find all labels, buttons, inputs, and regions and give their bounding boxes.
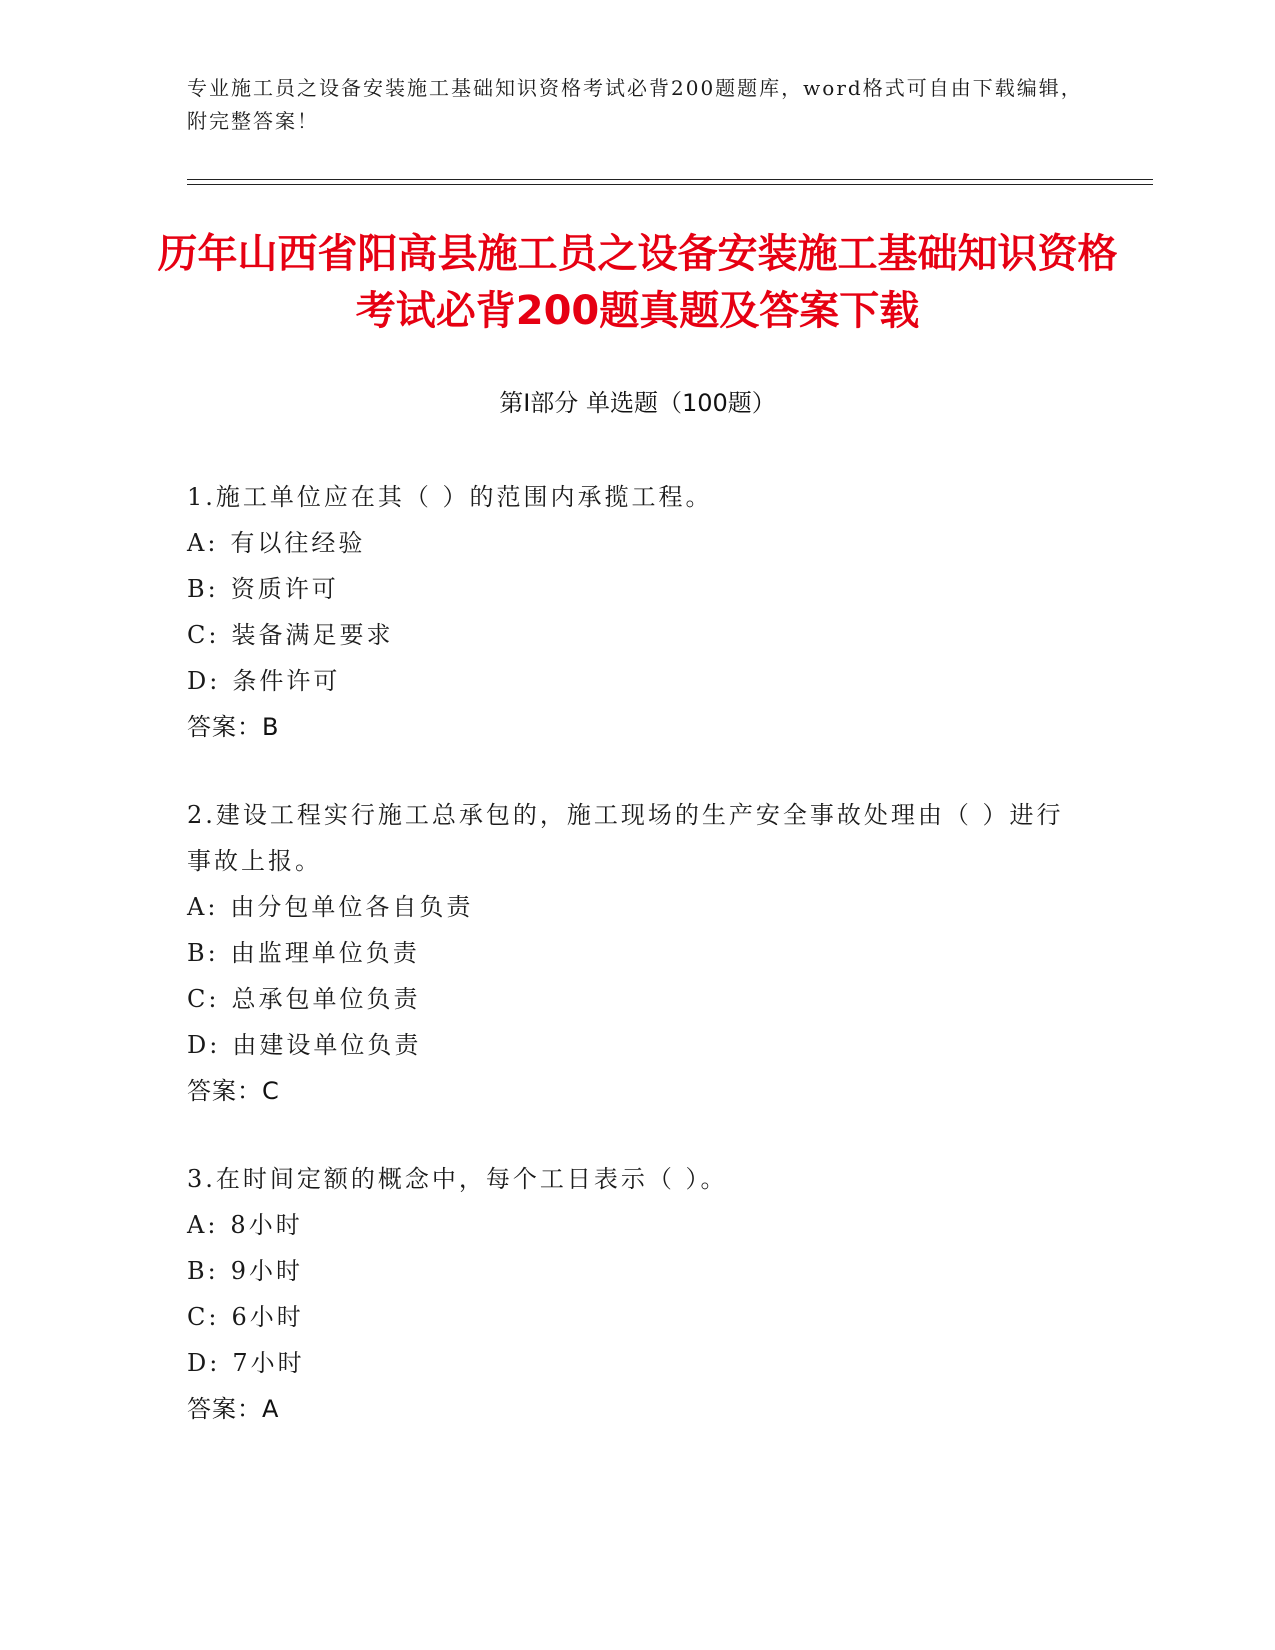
question-2	[187, 792, 1067, 1114]
answer-value: B	[262, 713, 280, 741]
option-b	[187, 566, 1067, 612]
option-a	[187, 884, 1067, 930]
question-list	[187, 474, 1067, 1474]
header-note: 专业施工员之设备安装施工基础知识资格考试必背200题题库，word格式可自由下载编辑，附完整答案！	[187, 76, 1083, 133]
option-text: 由监理单位负责	[230, 939, 420, 967]
option-letter: C:	[187, 985, 220, 1013]
option-letter: B:	[187, 575, 219, 603]
answer-line	[187, 1386, 1067, 1432]
option-letter: D:	[187, 1349, 221, 1377]
option-letter: C:	[187, 621, 220, 649]
option-letter: B:	[187, 1257, 219, 1285]
option-text: 资质许可	[230, 575, 339, 603]
header-divider-top	[187, 179, 1153, 180]
option-letter: D:	[187, 1031, 221, 1059]
answer-label: 答案：	[187, 1395, 262, 1423]
option-text: 有以往经验	[230, 529, 366, 557]
option-c	[187, 1294, 1067, 1340]
option-text: 9小时	[230, 1257, 304, 1285]
option-d	[187, 1022, 1067, 1068]
option-letter: A:	[187, 529, 219, 557]
option-letter: A:	[187, 1211, 219, 1239]
option-text: 条件许可	[232, 667, 341, 695]
option-letter: D:	[187, 667, 221, 695]
option-text: 7小时	[232, 1349, 305, 1377]
question-stem: 2.建设工程实行施工总承包的，施工现场的生产安全事故处理由（ ）进行事故上报。	[187, 801, 1064, 875]
option-letter: A:	[187, 893, 219, 921]
option-d	[187, 658, 1067, 704]
option-letter: C:	[187, 1303, 220, 1331]
answer-value: A	[262, 1395, 280, 1423]
question-3	[187, 1156, 1067, 1432]
question-stem: 1.施工单位应在其（ ）的范围内承揽工程。	[187, 483, 713, 511]
question-stem: 3.在时间定额的概念中，每个工日表示（ ）。	[187, 1165, 728, 1193]
option-text: 由分包单位各自负责	[230, 893, 474, 921]
answer-line	[187, 1068, 1067, 1114]
option-a	[187, 520, 1067, 566]
option-text: 总承包单位负责	[231, 985, 421, 1013]
section-heading: 第I部分 单选题（100题）	[499, 389, 776, 417]
question-1	[187, 474, 1067, 750]
option-c	[187, 976, 1067, 1022]
option-text: 8小时	[230, 1211, 303, 1239]
option-text: 装备满足要求	[231, 621, 394, 649]
option-b	[187, 930, 1067, 976]
answer-label: 答案：	[187, 713, 262, 741]
option-letter: B:	[187, 939, 219, 967]
option-text: 6小时	[231, 1303, 304, 1331]
answer-label: 答案：	[187, 1077, 262, 1105]
header-divider-bottom	[187, 184, 1153, 185]
option-text: 由建设单位负责	[232, 1031, 422, 1059]
answer-line	[187, 704, 1067, 750]
option-a	[187, 1202, 1067, 1248]
answer-value: C	[262, 1077, 280, 1105]
option-c	[187, 612, 1067, 658]
option-b	[187, 1248, 1067, 1294]
document-title: 历年山西省阳高县施工员之设备安装施工基础知识资格考试必背200题真题及答案下载	[157, 231, 1118, 334]
option-d	[187, 1340, 1067, 1386]
